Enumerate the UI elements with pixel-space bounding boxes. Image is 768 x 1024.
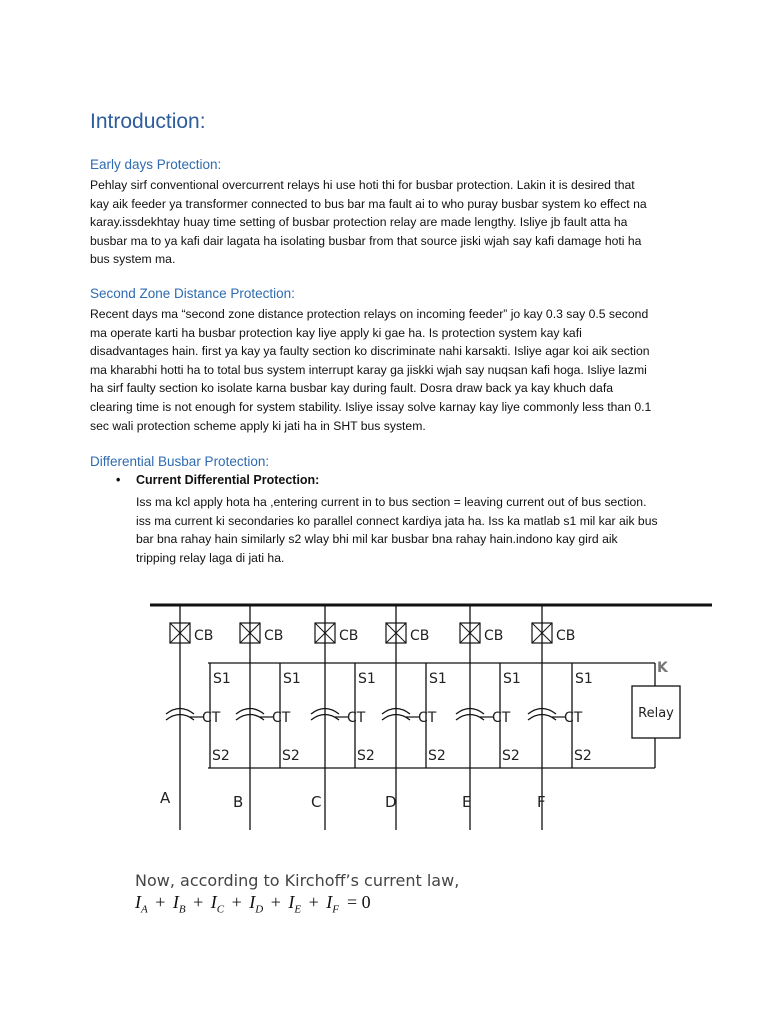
bullet-dot-icon: • — [116, 473, 121, 487]
cb-label: CB — [484, 628, 504, 644]
bullet-label: Current Differential Protection: — [136, 473, 320, 487]
text-line: Recent days ma “second zone distance protection relays on incoming feeder” jo kay 0.3 say 0.5 second — [90, 307, 649, 321]
s1-label: S1 — [283, 671, 301, 687]
current-term: $I_C$ — [210, 892, 225, 916]
bullet-item — [116, 473, 319, 487]
relay-tag: K — [657, 660, 668, 676]
equation-rhs: = 0 — [347, 892, 371, 912]
text-line: ma operate karti ha busbar protection kay liye apply ki gae ha. Is protection system kay kafi — [90, 325, 582, 340]
s2-label: S2 — [428, 748, 446, 764]
text-line: clearing time is not enough for system stability. Isliye issay solve karnay kay liye commonly less than 0.1 — [90, 399, 652, 414]
text-line: bar bna rahay hain similarly s2 wlay bhi mil kar busbar bna rahay hain.indono kay gird aik — [136, 532, 618, 547]
current-term: $I_A$ — [135, 892, 148, 916]
text-line: bus system ma. — [90, 252, 176, 267]
current-term: $I_E$ — [288, 892, 302, 916]
differential-heading: Differential Busbar Protection: — [90, 454, 270, 469]
feeder-label: F — [537, 793, 546, 811]
cb-label: CB — [194, 628, 214, 644]
s1-label: S1 — [575, 671, 593, 687]
feeder-label: C — [311, 793, 322, 811]
s1-label: S1 — [429, 671, 447, 687]
s2-label: S2 — [282, 748, 300, 764]
ct-label: CT — [272, 710, 291, 726]
text-line: busbar ma to ya kafi dair lagata ha isolating busbar from that source jiski wjah say kafi damage hoti ha — [90, 233, 642, 248]
page-title: Introduction: — [90, 110, 206, 133]
s2-label: S2 — [574, 748, 592, 764]
s1-label: S1 — [213, 671, 231, 687]
ct-label: CT — [492, 710, 511, 726]
cb-label: CB — [339, 628, 359, 644]
ct-label: CT — [418, 710, 437, 726]
plus-sign: + — [266, 892, 286, 912]
plus-sign: + — [150, 892, 170, 912]
text-line: ma kharabhi hotti ha to total bus system interrupt karay ga jiskki wjah say nuqsan kafi hoga. Isliye lazmi — [90, 362, 647, 377]
kcl-statement: Now, according to Kirchoff’s current law, — [135, 871, 460, 890]
second-zone-heading: Second Zone Distance Protection: — [90, 286, 295, 301]
text-line: ha sirf faulty section ko isolate karna busbar kay during fault. Dosra draw back ya kay khuch dafa — [90, 381, 613, 396]
text-line: karay.issdekhtay huay time setting of busbar protection relay are made lengthy. Isliye jb fault atta ha — [90, 215, 628, 230]
s2-label: S2 — [212, 748, 230, 764]
feeder-label: B — [233, 793, 244, 811]
text-line: Iss ma kcl apply hota ha ,entering current in to bus section = leaving current out of bus section. — [136, 495, 647, 509]
cb-label: CB — [264, 628, 284, 644]
plus-sign: + — [227, 892, 247, 912]
text-line: sec wali protection scheme apply ki jati ha in SHT bus system. — [90, 418, 426, 433]
ct-label: CT — [564, 710, 583, 726]
text-line: iss ma current ki secondaries ko parallel connect kardiya jata ha. Iss ka matlab s1 mil kar aik bus — [136, 513, 658, 528]
s1-label: S1 — [503, 671, 521, 687]
text-line: disadvantages hain. first ya kay ya faulty section ko discriminate nahi karsakti. Isliye agar koi aik section — [90, 344, 650, 359]
plus-sign: + — [304, 892, 324, 912]
text-line: Pehlay sirf conventional overcurrent relays hi use hoti thi for busbar protection. Lakin it is desired that — [90, 178, 635, 192]
text-line: tripping relay laga di jati ha. — [136, 550, 285, 565]
busbar-diagram — [140, 590, 720, 830]
second-zone-paragraph — [90, 305, 680, 435]
early-days-paragraph — [90, 176, 680, 269]
ct-label: CT — [202, 710, 221, 726]
differential-paragraph — [136, 493, 696, 567]
cb-label: CB — [410, 628, 430, 644]
current-term: $I_F$ — [326, 892, 340, 916]
feeder-label: E — [462, 793, 472, 811]
text-line: kay aik feeder ya transformer connected to bus bar ma fault ai to who puray busbar system ko effect na — [90, 196, 647, 211]
cb-label: CB — [556, 628, 576, 644]
current-term: $I_B$ — [172, 892, 186, 916]
kcl-equation — [135, 892, 371, 916]
plus-sign: + — [188, 892, 208, 912]
current-term: $I_D$ — [249, 892, 264, 916]
s2-label: S2 — [357, 748, 375, 764]
ct-label: CT — [347, 710, 366, 726]
early-days-heading: Early days Protection: — [90, 157, 222, 172]
feeder-label: D — [385, 793, 397, 811]
relay-label: Relay — [638, 706, 674, 721]
s1-label: S1 — [358, 671, 376, 687]
feeder-label: A — [160, 789, 171, 807]
s2-label: S2 — [502, 748, 520, 764]
